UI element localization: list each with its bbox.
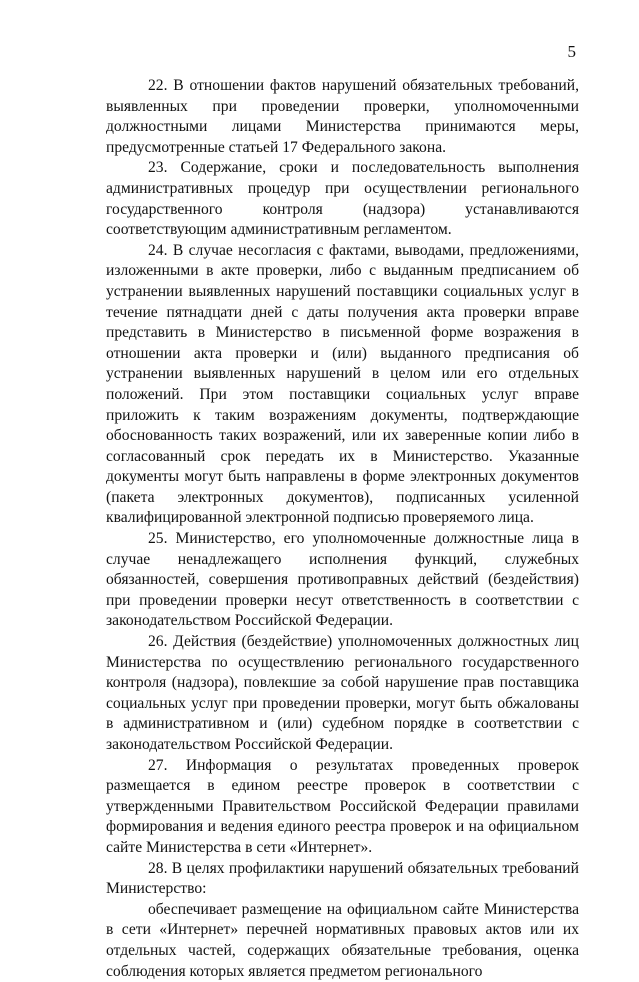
paragraph-26: 26. Действия (бездействие) уполномоченных должностных лиц Министерства по осуществлению регионального государственного контроля (надзора), повлекшие за собой нарушение прав поставщика социальных услуг при проведении проверки, могут быть обжалованы в административном и (или) судебном порядке в соответствии с законодательством Российской Федерации. [106, 633, 579, 753]
paragraph-27: 27. Информация о результатах проведенных проверок размещается в едином реестре проверок в соответствии с утвержденными Правительством Российской Федерации правилами формирования и ведения единого реестра проверок и на официальном сайте Министерства в сети «Интернет». [106, 756, 579, 856]
paragraph-24: 24. В случае несогласия с фактами, выводами, предложениями, изложенными в акте проверки, либо с выданным предписанием об устранении выявленных нарушений поставщики социальных услуг в течение пятнадцати дней с даты получения акта проверки вправе представить в Министерство в письменной форме возражения в отношении акта проверки и (или) выданного предписания об устранении выявленных нарушений в целом или его отдельных положений. При этом поставщики социальных услуг вправе приложить к таким возражениям документы, подтверждающие обоснованность таких возражений, или их заверенные копии либо в согласованный срок передать их в Министерство. Указанные документы могут быть направлены в форме электронных документов (пакета электронных документов), подписанных усиленной квалифицированной электронной подписью проверяемого лица. [106, 241, 579, 527]
paragraph-23: 23. Содержание, сроки и последовательность выполнения административных процедур при осуществлении регионального государственного контроля (надзора) устанавливаются соответствующим административным регламентом. [106, 159, 579, 239]
paragraph-22: 22. В отношении фактов нарушений обязательных требований, выявленных при проведении проверки, уполномоченными должностными лицами Министерства принимаются меры, предусмотренные статьей 17 Федерального закона. [106, 77, 579, 156]
paragraph-28-item: обеспечивает размещение на официальном сайте Министерства в сети «Интернет» перечней нормативных правовых актов или их отдельных частей, содержащих обязательные требования, оценка соблюдения которых является предметом регионального [106, 900, 579, 980]
document-body [106, 76, 579, 982]
page-number: 5 [567, 42, 576, 61]
paragraph-28: 28. В целях профилактики нарушений обязательных требований Министерство: [106, 859, 579, 898]
paragraph-25: 25. Министерство, его уполномоченные должностные лица в случае ненадлежащего исполнения функций, служебных обязанностей, совершения противоправных действий (бездействия) при проведении проверки несут ответственность в соответствии с законодательством Российской Федерации. [106, 530, 579, 630]
